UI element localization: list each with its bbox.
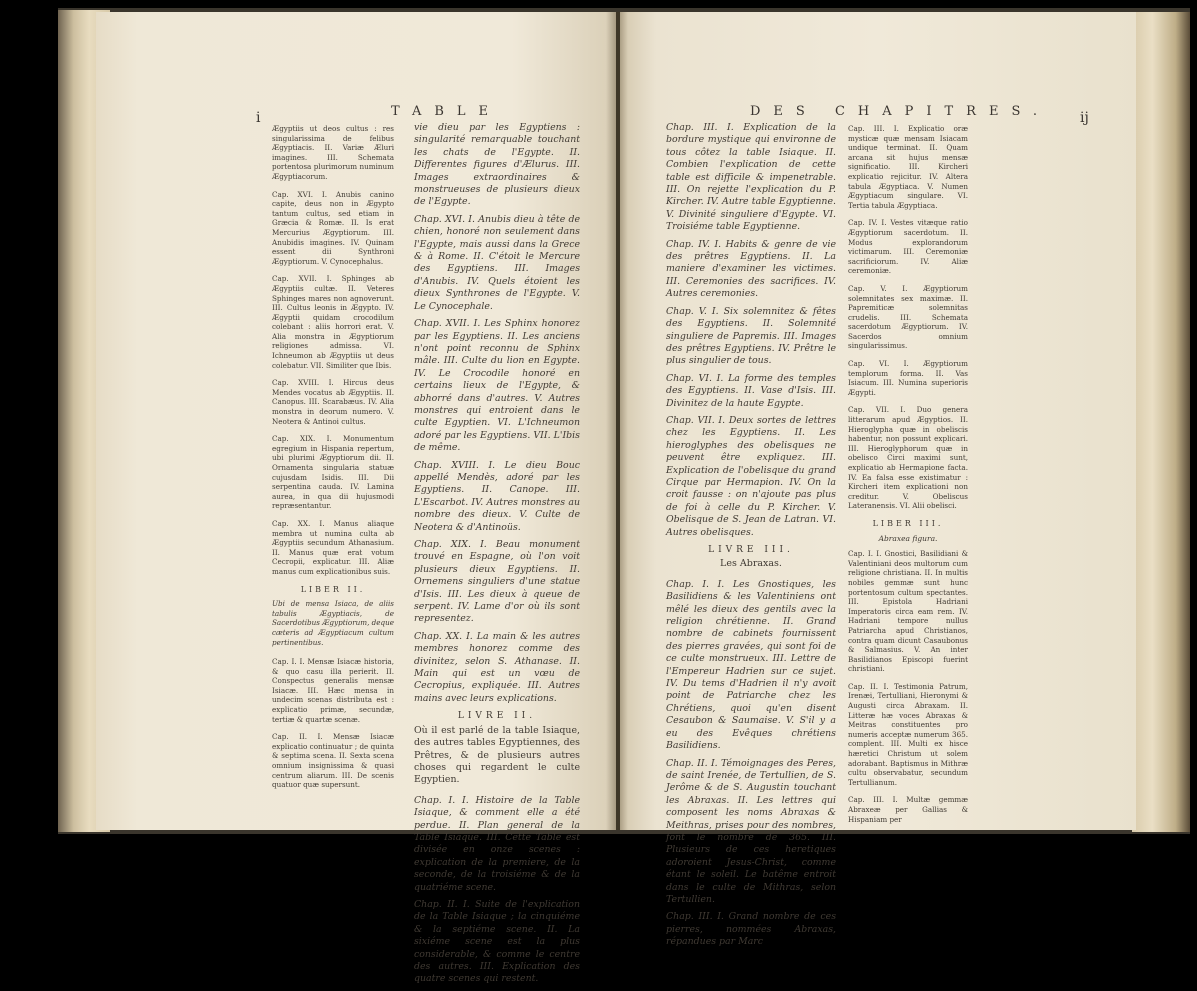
left-page — [96, 12, 616, 985]
latin-entry: Cap. III. I. Multæ gemmæ Abraxeæ per Gallias & Hispaniam per — [848, 795, 968, 824]
livre-subtitle: Les Abraxas. — [720, 558, 782, 570]
latin-entry: Cap. II. I. Testimonia Patrum, Irenæi, Tertulliani, Hieronymi & Augusti circa Abraxam. II. Litteræ hæ voces Abraxas & Meitras constituentes pro numeris acceptæ numerum 365. complent. III. Multi ex hisce hæretici Christum ut solem adorabant. Baptismus in Mithræ cultu observabatur, secundum Tertullianum. — [848, 681, 968, 787]
french-entry: Chap. XIX. I. Beau monument trouvé en Espagne, où l'on voit plusieurs dieux Egyptiens. II. Ornemens singuliers d'une statue d'Isis. III. Les dieux à queue de serpent. IV. Lame d'or où ils sont representez. — [414, 539, 580, 625]
latin-entry: Cap. XX. I. Manus aliaque membra ut numina culta ab Ægyptiis secundum Athanasium. II. Manus quæ erat votum Cecropii, explicatur. III. Aliæ manus cum explicationibus suis. — [272, 518, 394, 576]
latin-entry: Cap. IV. I. Vestes vitæque ratio Ægyptiorum sacerdotum. II. Modus explorandorum victimarum. III. Ceremoniæ sacrificiorum. IV. Aliæ ceremoniæ. — [848, 218, 968, 276]
latin-entry: Cap. VI. I. Ægyptiorum templorum forma. II. Vas Isiacum. III. Numina superioris Ægypti. — [848, 359, 968, 397]
left-latin-column — [272, 124, 394, 798]
livre-intro: Où il est parlé de la table Isiaque, des autres tables Egyptiennes, des Prêtres, & de plusieurs autres choses qui regardent le culte Egyptien. — [414, 724, 580, 786]
french-entry: Chap. II. I. Témoignages des Peres, de saint Irenée, de Tertullien, de S. Jerôme & de S. Augustin touchant les Abraxas. II. Les lettres qui composent les noms Abraxas & Meithras, prises pour des nombres, font le nombre de 365. III. Plusieurs de ces heretiques adoroient Jesus-Christ, comme étant le soleil. Le batême entroit dans le culte de Mithras, selon Tertullien. — [666, 757, 836, 905]
page-number-left: i — [256, 110, 261, 126]
french-entry: Chap. I. I. Histoire de la Table Isiaque, & comment elle a été perdue. II. Plan general de la Table Isiaque. III. Cette Table est divisée en onze scenes : explication de la premiere, de la seconde, de la troisiéme & de la quatriéme scene. — [414, 794, 580, 893]
french-entry: Chap. III. I. Grand nombre de ces pierres, nommées Abraxas, répandues par Marc — [666, 911, 836, 948]
livre-heading: LIVRE III. — [708, 545, 794, 555]
liber-heading: LIBER III. — [872, 518, 944, 528]
latin-entry: Cap. III. I. Explicatio oræ mysticæ quæ mensam Isiacam undique terminat. II. Quam arcana sit hujus mensæ significatio. III. Kircheri explicatio rejicitur. IV. Altera tabula Ægyptiaca. V. Numen Ægyptiacum singulare. VI. Tertia tabula Ægyptiaca. — [848, 124, 968, 210]
latin-entry: Cap. V. I. Ægyptiorum solemnitates sex maximæ. II. Papremiticæ solemnitas crudelis. III. Schemata sacerdotum Ægyptiorum. IV. Sacerdos omnium singularissimus. — [848, 283, 968, 351]
running-head-left: TABLE — [391, 104, 502, 119]
french-intro: vie dieu par les Egyptiens : singularité remarquable touchant les chats de l'Egypte. II. Differentes figures d'Ælurus. III. Images extraordinaires & monstrueuses de plusieurs dieux de l'Egypte. — [414, 122, 580, 208]
french-entry: Chap. XVI. I. Anubis dieu à tête de chien, honoré non seulement dans l'Egypte, mais aussi dans la Grece & à Rome. II. C'étoit le Mercure des Egyptiens. III. Images d'Anubis. IV. Quels étoient les dieux Synthrones de l'Egypte. V. Le Cynocephale. — [414, 213, 580, 312]
french-entry: Chap. III. I. Explication de la bordure mystique qui environne de tous côtez la table Isiaque. II. Combien l'explication de cette table est difficile & impenetrable. III. On rejette l'explication du P. Kircher. IV. Autre table Egyptienne. V. Divinité singuliere d'Egypte. VI. Troisiéme table Egyptienne. — [666, 122, 836, 233]
latin-entry: Cap. XIX. I. Monumentum egregium in Hispania repertum, ubi plurimi Ægyptiorum dii. II. Ornamenta singularia statuæ cujusdam Isidis. III. Dii serpentina cauda. IV. Lamina aurea, in qua dii hujusmodi repræsentantur. — [272, 434, 394, 511]
page-edges-right — [1132, 12, 1190, 832]
french-entry: Chap. XVIII. I. Le dieu Bouc appellé Mendès, adoré par les Egyptiens. II. Canope. III. L'Escarbot. IV. Autres monstres au nombre des dieux. V. Culte de Neotera & d'Antinoüs. — [414, 459, 580, 533]
french-entry: Chap. IV. I. Habits & genre de vie des prêtres Egyptiens. II. La maniere d'examiner les victimes. III. Ceremonies des sacrifices. IV. Autres ceremonies. — [666, 238, 836, 300]
french-entry: Chap. II. I. Suite de l'explication de la Table Isiaque ; la cinquiéme & la septiéme scene. II. La sixiéme scene est la plus considerable, & comme le centre des autres. III. Explication des quatre scenes qui restent. — [414, 898, 580, 985]
liber-heading: LIBER II. — [300, 584, 366, 594]
page-number-right: ij — [1080, 110, 1089, 126]
livre-heading: LIVRE II. — [457, 711, 537, 722]
latin-entry: Cap. XVI. I. Anubis canino capite, deus non in Ægypto tantum cultus, sed etiam in Græcia & Romæ. II. Is erat Mercurius Ægyptiorum. III. Anubidis imagines. IV. Quinam essent dii Synthroni Ægyptiorum. V. Cynocephalus. — [272, 189, 394, 266]
book-gutter — [606, 12, 628, 830]
left-french-column — [414, 122, 580, 991]
latin-intro: Ægyptiis ut deos cultus : res singularissima de felibus Ægyptiacis. II. Variæ Æluri imagines. III. Schemata portentosa plurimorum numinum Ægyptiacorum. — [272, 124, 394, 181]
french-entry: Chap. XVII. I. Les Sphinx honorez par les Egyptiens. II. Les anciens n'ont point reconnu de Sphinx mâle. III. Culte du lion en Egypte. IV. Le Crocodile honoré en certains lieux de l'Egypte, & abhorré dans d'autres. V. Autres monstres qui entroient dans le culte Egyptien. VI. L'Ichneumon adoré par les Egyptiens. VII. L'Ibis de même. — [414, 318, 580, 454]
latin-entry: Cap. XVIII. I. Hircus deus Mendes vocatus ab Ægyptiis. II. Canopus. III. Scarabæus. IV. Alia monstra in deorum numero. V. Neotera & Antinoi cultus. — [272, 378, 394, 426]
french-entry: Chap. VI. I. La forme des temples des Egyptiens. II. Vase d'Isis. III. Divinitez de la haute Egypte. — [666, 372, 836, 409]
latin-entry: Cap. I. I. Mensæ Isiacæ historia, & quo casu illa perierit. II. Conspectus generalis mensæ Isiacæ. III. Hæc mensa in undecim scenas distributa est : explicatio primæ, secundæ, tertiæ & quartæ scenæ. — [272, 657, 394, 724]
latin-entry: Cap. I. I. Gnostici, Basilidiani & Valentiniani deos multorum cum religione christiana. II. In multis nobiles gemmæ sunt hunc portentosum cultum spectantes. III. Epistola Hadriani Imperatoris circa eam rem. IV. Hadriani tempore nullus Patriarcha apud Christianos, contra quam dicunt Casaubonus & Salmasius. V. An inter Basilidianos Episcopi fuerint christiani. — [848, 549, 968, 674]
latin-entry: Cap. II. I. Mensæ Isiacæ explicatio continuatur ; de quinta & septima scena. II. Sexta scena omnium insignissima & quasi centrum aliarum. III. De scenis quatuor quæ supersunt. — [272, 732, 394, 790]
liber-subtitle: Abraxea figura. — [878, 533, 938, 543]
french-entry: Chap. VII. I. Deux sortes de lettres chez les Egyptiens. II. Les hieroglyphes des obelisques ne peuvent être expliquez. III. Explication de l'obelisque du grand Cirque par Hermapion. IV. On la croit fausse : on n'ajoute pas plus de foi à celle du P. Kircher. V. Obelisque de S. Jean de Latran. VI. Autres obelisques. — [666, 414, 836, 538]
right-french-column — [666, 122, 836, 954]
french-entry: Chap. XX. I. La main & les autres membres honorez comme des divinitez, selon S. Athanase. II. Main qui est un vœu de Cecropius, expliquée. III. Autres mains avec leurs explications. — [414, 630, 580, 704]
latin-entry: Cap. XVII. I. Sphinges ab Ægyptiis cultæ. II. Veteres Sphinges mares non agnoverunt. III. Cultus leonis in Ægypto. IV. Ægyptii quidam crocodilum colebant : aliis horrori erat. V. Alia monstra in Ægyptiorum religiones admissa. VI. Ichneumon ab Ægyptiis ut deus colebatur. VII. Similiter que Ibis. — [272, 274, 394, 370]
right-page — [620, 12, 1136, 948]
latin-entry: Cap. VII. I. Duo genera litterarum apud Ægyptios. II. Hieroglypha quæ in obeliscis habentur, non possunt explicari. III. Hieroglyphorum quæ in obelisco Circi maximi sunt, explicatio ab Hermapione facta. IV. Ea falsa esse existimatur : Kircheri item explicationi non creditur. V. Obeliscus Lateranensis. VI. Alii obelisci. — [848, 405, 968, 511]
french-entry: Chap. V. I. Six solemnitez & fêtes des Egyptiens. II. Solemnité singuliere de Papremis. III. Images des prêtres Egyptiens. IV. Prêtre le plus singulier de tous. — [666, 305, 836, 367]
running-head-right: DES CHAPITRES. — [750, 104, 1051, 119]
right-latin-column — [848, 124, 968, 832]
french-entry: Chap. I. I. Les Gnostiques, les Basilidiens & les Valentiniens ont mêlé les dieux des gentils avec la religion chrétienne. II. Grand nombre de cabinets fournissent des pierres gravées, qui sont foi de ce culte monstrueux. III. Lettre de l'Empereur Hadrien sur ce sujet. IV. Du tems d'Hadrien il n'y avoit point de Patriarche chez les Chrétiens, quoi qu'en disent Cesaubon & Saumaise. V. S'il y a eu des Evêques chrétiens Basilidiens. — [666, 578, 836, 752]
liber-subtitle: Ubi de mensa Isiaca, de aliis tabulis Ægyptiacis, de Sacerdotibus Ægyptiorum, deque cæteris ad Ægyptiacum cultum pertinentibus. — [272, 599, 395, 647]
